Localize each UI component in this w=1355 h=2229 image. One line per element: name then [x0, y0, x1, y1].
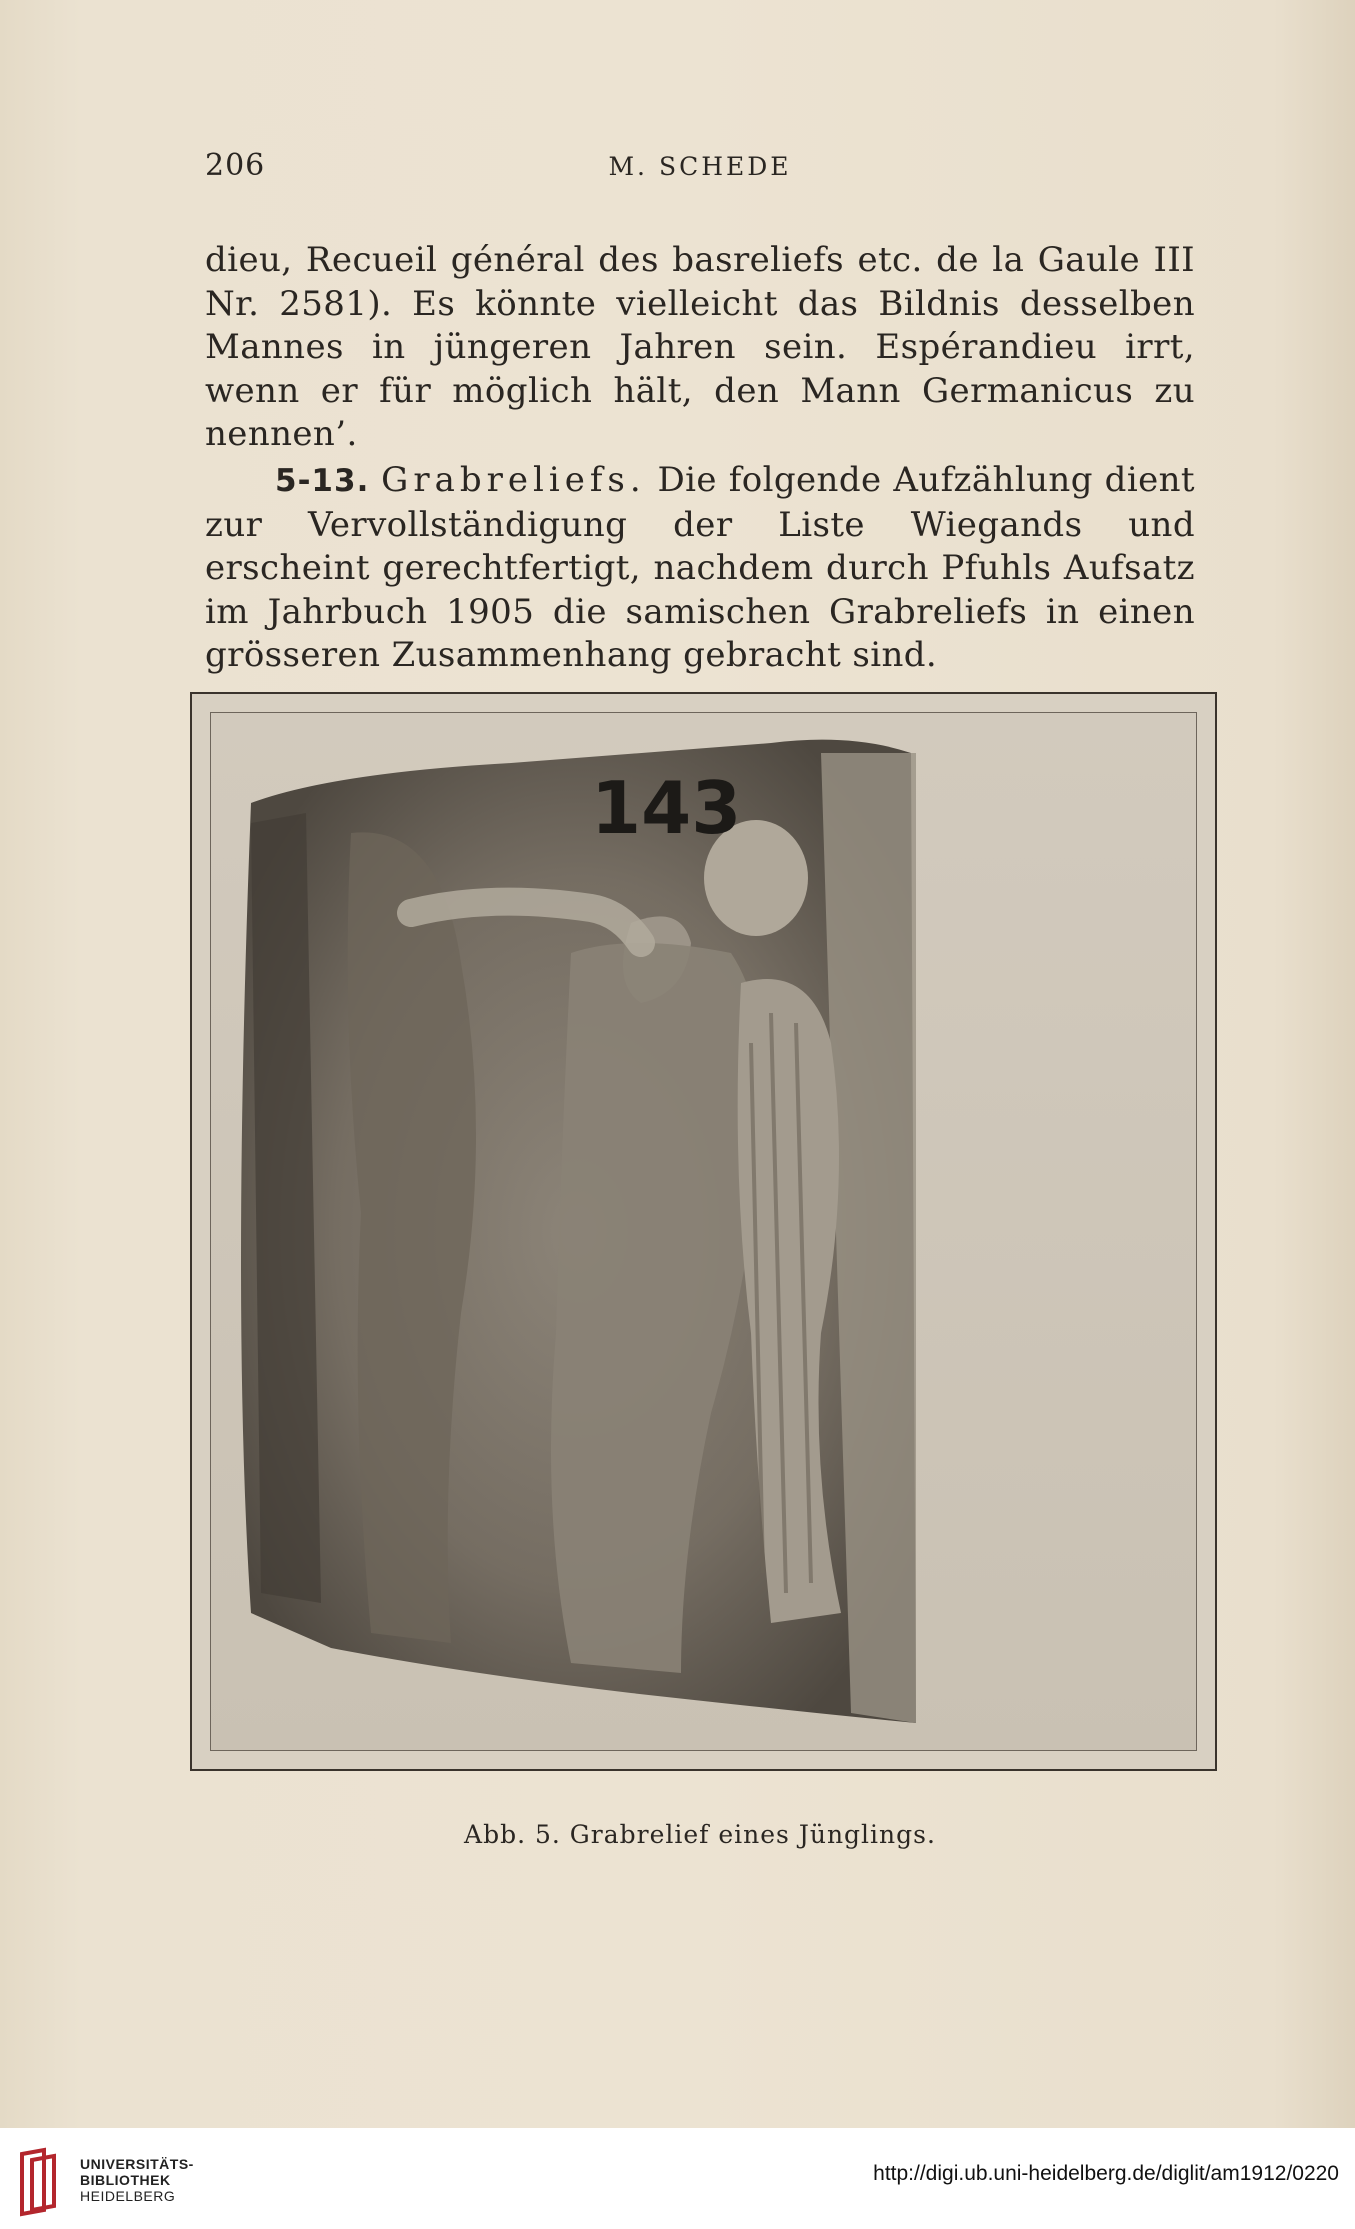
permalink-url[interactable]: http://digi.ub.uni-heidelberg.de/diglit/am1912/0220	[873, 2162, 1339, 2185]
figure-caption: Abb. 5. Grabrelief eines Jünglings.	[464, 1820, 936, 1849]
paragraph-grabreliefs	[205, 459, 1195, 678]
page-header	[205, 148, 1195, 188]
digitization-footer	[0, 2128, 1355, 2229]
paragraph-text: Die folgende Aufzählung dient zur Vervollständigung der Liste Wiegands und erscheint gerechtfertigt, nachdem durch Pfuhls Aufsatz im Jahrbuch 1905 die samischen Grabreliefs in einen grösseren Zusammenhang gebracht sind.	[205, 460, 1195, 675]
inscription-number: 143	[591, 766, 742, 850]
page-number: 206	[205, 148, 266, 183]
relief-photograph	[210, 712, 1197, 1751]
section-title: Grabreliefs.	[381, 460, 646, 500]
library-logo-icon	[14, 2146, 74, 2218]
section-number: 5-13.	[275, 463, 370, 499]
running-head: M. SCHEDE	[608, 152, 792, 181]
paragraph-continued: dieu, Recueil général des basreliefs etc. de la Gaule III Nr. 2581). Es könnte vielleicht das Bildnis desselben Mannes in jüngeren Jahren sein. Espérandieu irrt, wenn er für möglich hält, den Mann Germanicus zu nennen’.	[205, 240, 1195, 454]
figure-plate	[190, 692, 1217, 1771]
grave-relief-image	[211, 713, 1197, 1751]
library-name: UNIVERSITÄTS- BIBLIOTHEK HEIDELBERG	[80, 2156, 194, 2204]
